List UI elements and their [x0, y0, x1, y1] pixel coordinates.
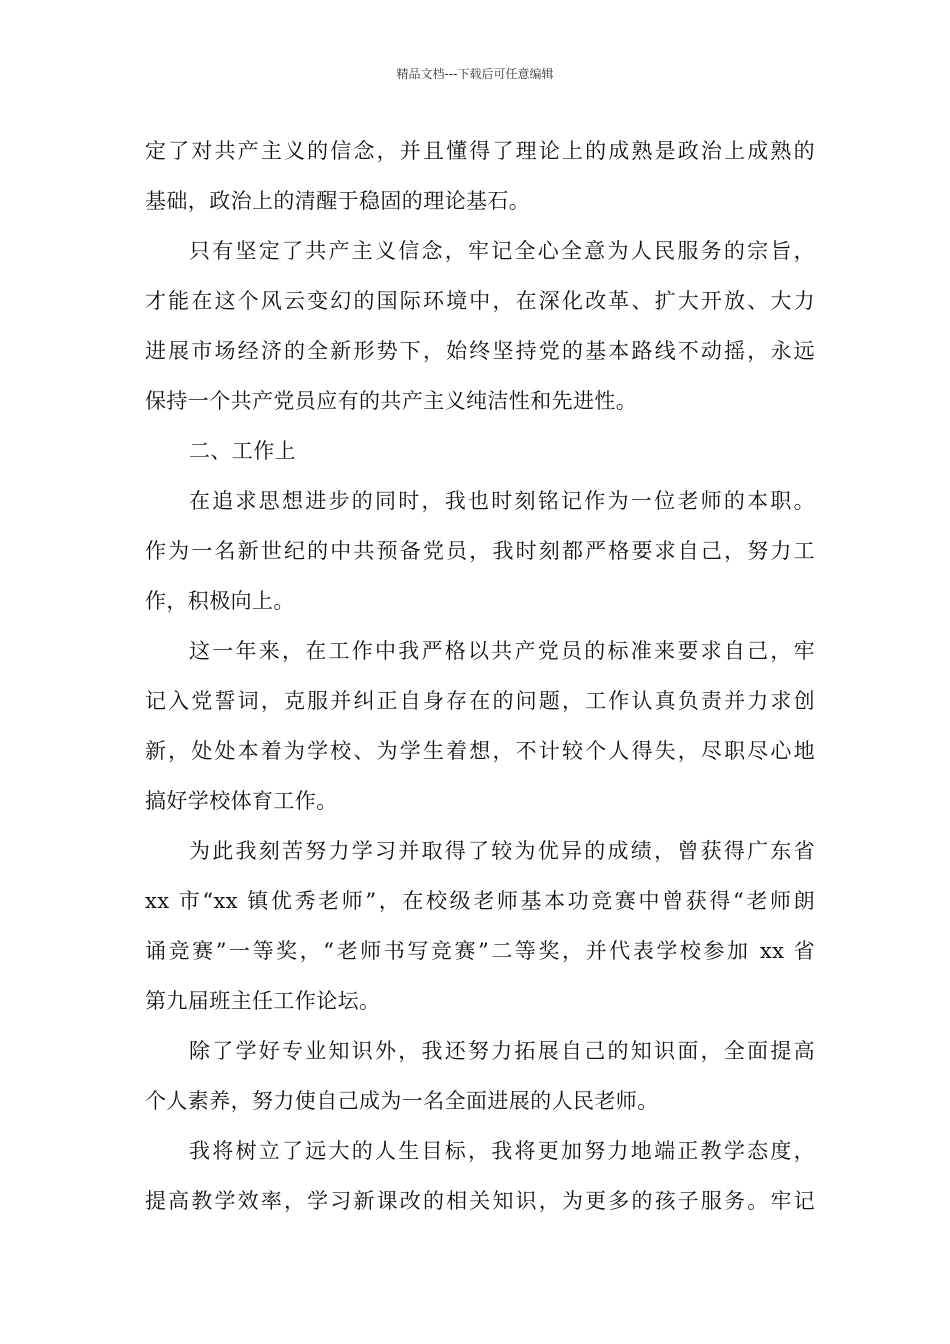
document-body	[145, 126, 815, 1226]
text-line: 记入党誓词，克服并纠正自身存在的问题，工作认真负责并力求创	[145, 689, 815, 713]
text-line: 定了对共产主义的信念，并且懂得了理论上的成熟是政治上成熟的	[145, 139, 815, 163]
text-line: 作，积极向上。	[145, 589, 295, 613]
text-line: 个人素养，努力使自己成为一名全面进展的人民老师。	[145, 1089, 659, 1113]
text-line: 只有坚定了共产主义信念，牢记全心全意为人民服务的宗旨，	[189, 239, 815, 263]
text-line: 新，处处本着为学校、为学生着想，不计较个人得失，尽职尽心地	[145, 739, 815, 763]
text-line: 保持一个共产党员应有的共产主义纯洁性和先进性。	[145, 389, 638, 413]
text-line: xx 市“xx 镇优秀老师”，在校级老师基本功竞赛中曾获得“老师朗	[145, 889, 815, 913]
text-line: 作为一名新世纪的中共预备党员，我时刻都严格要求自己，努力工	[145, 539, 815, 563]
text-line: 进展市场经济的全新形势下，始终坚持党的基本路线不动摇，永远	[145, 339, 815, 363]
text-line: 第九届班主任工作论坛。	[145, 989, 381, 1013]
text-line: 除了学好专业知识外，我还努力拓展自己的知识面，全面提高	[189, 1039, 815, 1063]
text-line: 基础，政治上的清醒于稳固的理论基石。	[145, 189, 531, 213]
page-header: 精品文档---下载后可任意编辑	[396, 67, 554, 81]
text-line: 我将树立了远大的人生目标，我将更加努力地端正教学态度，	[189, 1139, 815, 1163]
text-line: 在追求思想进步的同时，我也时刻铭记作为一位老师的本职。	[189, 489, 815, 513]
text-line: 才能在这个风云变幻的国际环境中，在深化改革、扩大开放、大力	[145, 289, 815, 313]
text-line: 为此我刻苦努力学习并取得了较为优异的成绩，曾获得广东省	[189, 839, 815, 863]
text-line: 诵竞赛”一等奖，“老师书写竞赛”二等奖，并代表学校参加 xx 省	[145, 939, 815, 963]
text-line: 这一年来，在工作中我严格以共产党员的标准来要求自己，牢	[189, 639, 815, 663]
text-line: 搞好学校体育工作。	[145, 789, 338, 813]
section-heading: 二、工作上	[189, 439, 296, 463]
text-line: 提高教学效率，学习新课改的相关知识，为更多的孩子服务。牢记	[145, 1189, 815, 1213]
